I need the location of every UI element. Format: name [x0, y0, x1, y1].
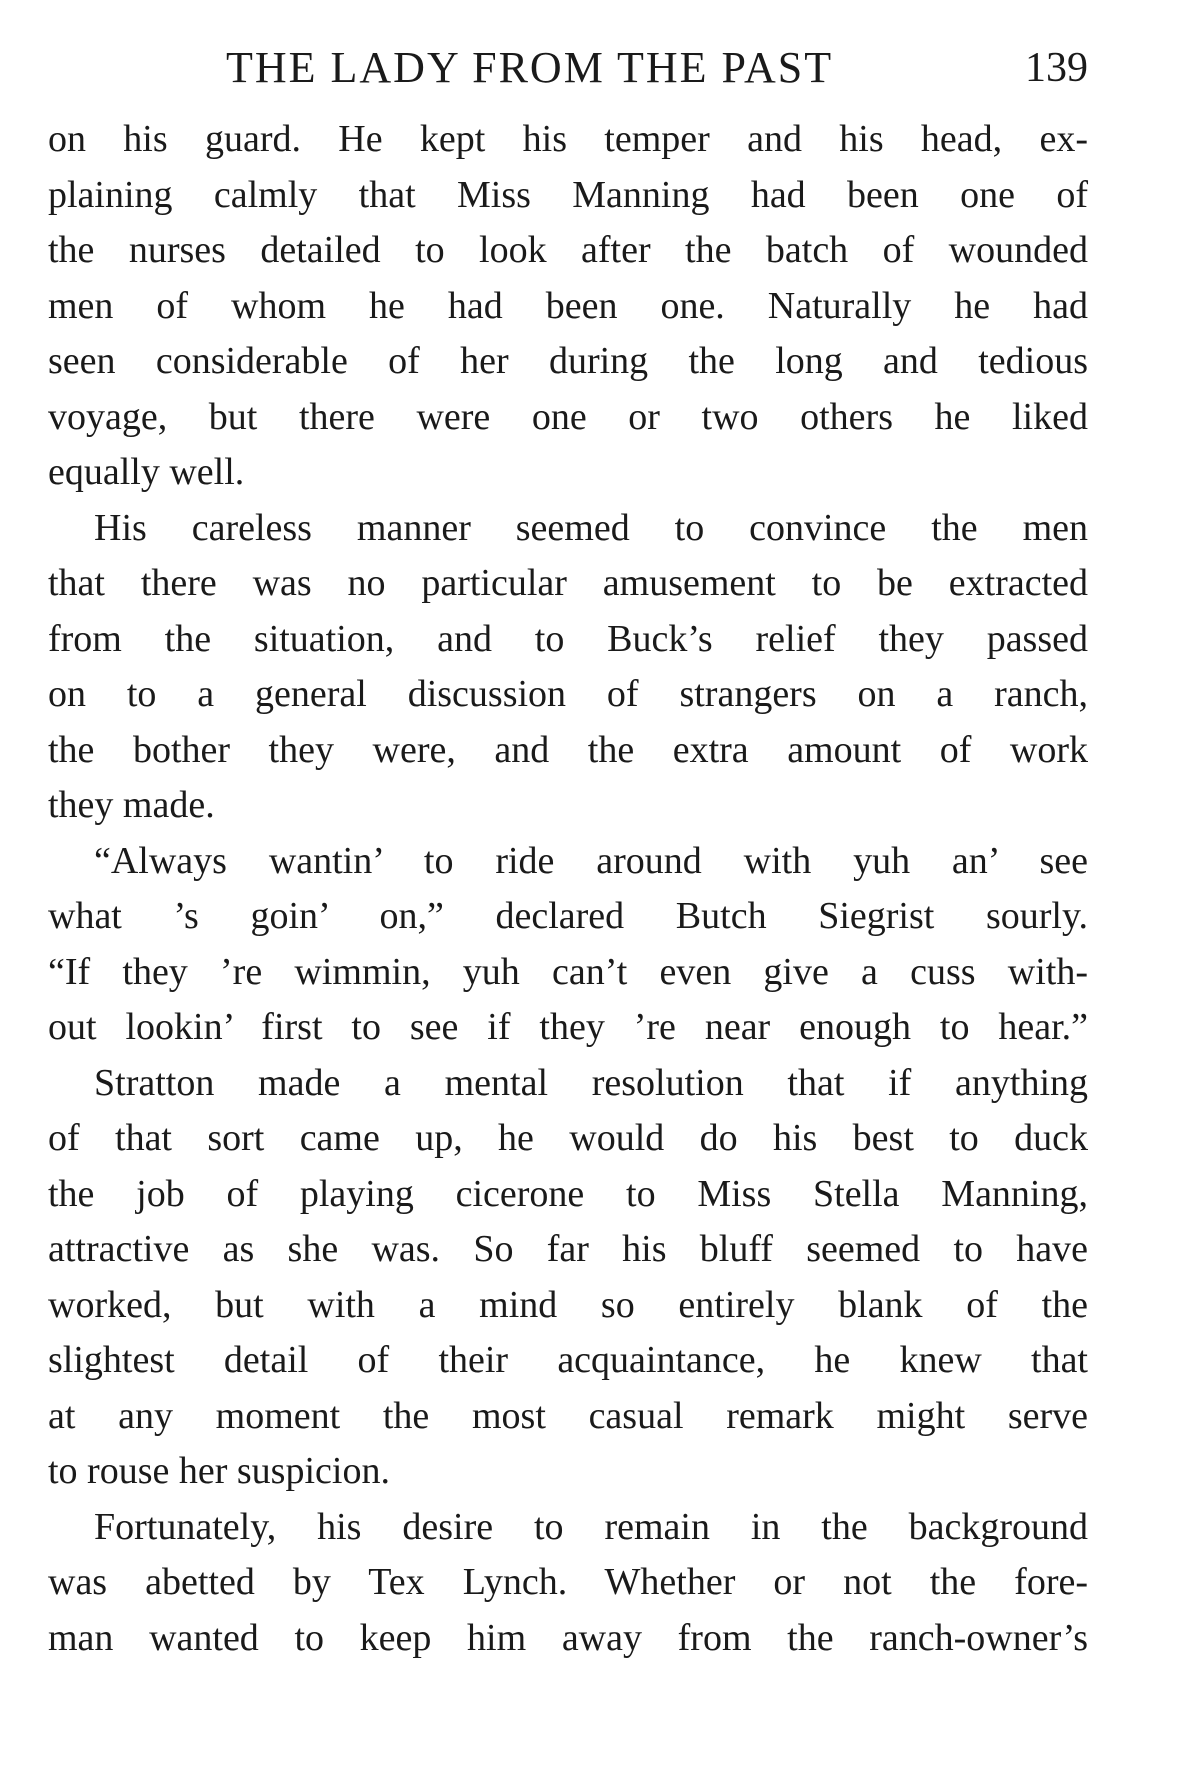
text-line: to rouse her suspicion.	[48, 1450, 390, 1492]
text-line: “If they ’re wimmin, yuh can’t even give a cuss with-	[48, 950, 1088, 993]
paragraph	[48, 112, 1088, 501]
page-number: 139	[1025, 45, 1088, 91]
text-line: Stratton made a mental resolution that if anything	[94, 1061, 1088, 1104]
text-line: from the situation, and to Buck’s relief they passed	[48, 617, 1088, 660]
text-line: was abetted by Tex Lynch. Whether or not the fore-	[48, 1561, 1088, 1603]
text-line: that there was no particular amusement to be extracted	[48, 562, 1088, 604]
text-line: the job of playing cicerone to Miss Stella Manning,	[48, 1172, 1088, 1215]
text-line: plaining calmly that Miss Manning had been one of	[48, 173, 1088, 216]
text-line: of that sort came up, he would do his best to duck	[48, 1117, 1088, 1159]
text-line: on his guard. He kept his temper and his head, ex-	[48, 118, 1088, 160]
text-line: man wanted to keep him away from the ranch-owner’s	[48, 1616, 1088, 1659]
paragraph	[48, 1056, 1088, 1500]
text-line: equally well.	[48, 451, 245, 493]
running-title: THE LADY FROM THE PAST	[226, 43, 834, 92]
text-line: men of whom he had been one. Naturally he had	[48, 284, 1088, 327]
page-header	[48, 38, 1088, 98]
text-line: worked, but with a mind so entirely blank of the	[48, 1283, 1088, 1326]
text-line: His careless manner seemed to convince the men	[94, 506, 1088, 549]
text-line: “Always wantin’ to ride around with yuh an’ see	[94, 839, 1088, 882]
paragraph	[48, 501, 1088, 834]
text-line: Fortunately, his desire to remain in the background	[94, 1505, 1088, 1548]
text-line: at any moment the most casual remark might serve	[48, 1394, 1088, 1437]
text-line: voyage, but there were one or two others he liked	[48, 395, 1088, 438]
text-line: out lookin’ first to see if they ’re near enough to hear.”	[48, 1006, 1088, 1048]
text-line: the bother they were, and the extra amount of work	[48, 728, 1088, 771]
text-line: attractive as she was. So far his bluff seemed to have	[48, 1228, 1088, 1270]
text-line: slightest detail of their acquaintance, he knew that	[48, 1339, 1088, 1381]
body-text	[48, 112, 1088, 1666]
text-line: they made.	[48, 784, 215, 826]
text-line: what ’s goin’ on,” declared Butch Siegrist sourly.	[48, 895, 1088, 937]
text-line: on to a general discussion of strangers on a ranch,	[48, 673, 1088, 715]
paragraph	[48, 1500, 1088, 1667]
text-line: the nurses detailed to look after the batch of wounded	[48, 229, 1088, 271]
paragraph	[48, 834, 1088, 1056]
text-line: seen considerable of her during the long and tedious	[48, 340, 1088, 382]
